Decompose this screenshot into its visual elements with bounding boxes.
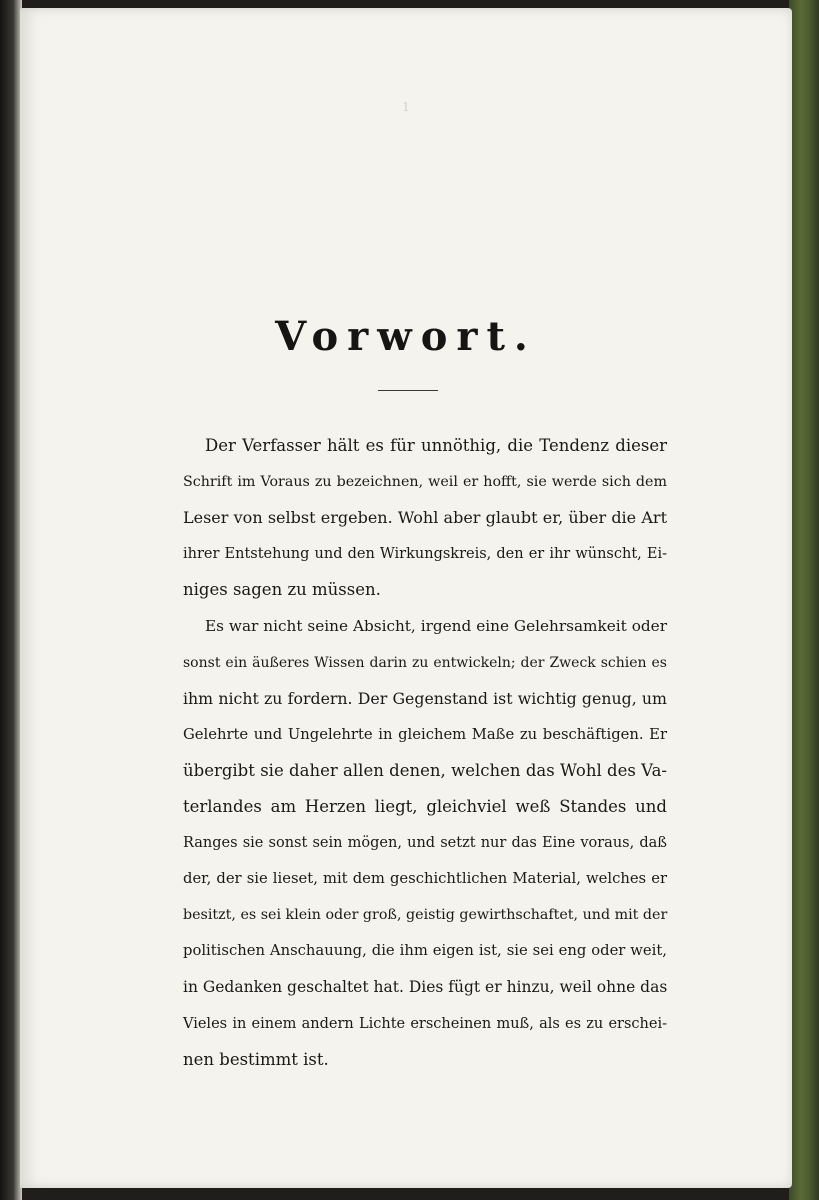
text-line: besitzt, es sei klein oder groß, geistig gewirthschaftet, und mit der: [183, 907, 668, 924]
title-rule: [378, 390, 438, 391]
text-line: Es war nicht seine Absicht, irgend eine Gelehrsamkeit oder: [205, 617, 667, 636]
text-line: terlandes am Herzen liegt, gleichviel weß Standes und: [183, 796, 667, 816]
text-line: politischen Anschauung, die ihm eigen ist, sie sei eng oder weit,: [183, 942, 667, 960]
text-line: Schrift im Voraus zu bezeichnen, weil er hofft, sie werde sich dem: [183, 474, 667, 491]
left-page-edge: [0, 0, 22, 1200]
text-line: niges sagen zu müssen.: [183, 580, 381, 600]
page-number: 1: [402, 100, 410, 114]
text-line: Ranges sie sonst sein mögen, und setzt nur das Eine voraus, daß: [183, 835, 667, 852]
text-line: Gelehrte und Ungelehrte in gleichem Maße zu beschäftigen. Er: [183, 725, 667, 743]
book-page: [20, 8, 792, 1188]
text-line: Leser von selbst ergeben. Wohl aber glaubt er, über die Art: [183, 508, 667, 528]
body-text: [183, 428, 667, 1078]
text-line: in Gedanken geschaltet hat. Dies fügt er hinzu, weil ohne das: [183, 978, 668, 997]
text-line: ihrer Entstehung und den Wirkungskreis, den er ihr wünscht, Ei-: [183, 546, 667, 563]
text-line: der, der sie lieset, mit dem geschichtlichen Material, welches er: [183, 870, 667, 888]
text-line: übergibt sie daher allen denen, welchen das Wohl des Va-: [183, 760, 667, 780]
text-line: Der Verfasser hält es für unnöthig, die Tendenz dieser: [205, 436, 667, 455]
book-cover-edge: [789, 0, 819, 1200]
text-line: nen bestimmt ist.: [183, 1049, 329, 1069]
text-line: Vieles in einem andern Lichte erscheinen muß, als es zu erschei-: [183, 1015, 667, 1032]
page-title: Vorwort.: [275, 313, 537, 360]
text-line: sonst ein äußeres Wissen darin zu entwickeln; der Zweck schien es: [183, 654, 667, 671]
text-line: ihm nicht zu fordern. Der Gegenstand ist wichtig genug, um: [183, 688, 667, 708]
